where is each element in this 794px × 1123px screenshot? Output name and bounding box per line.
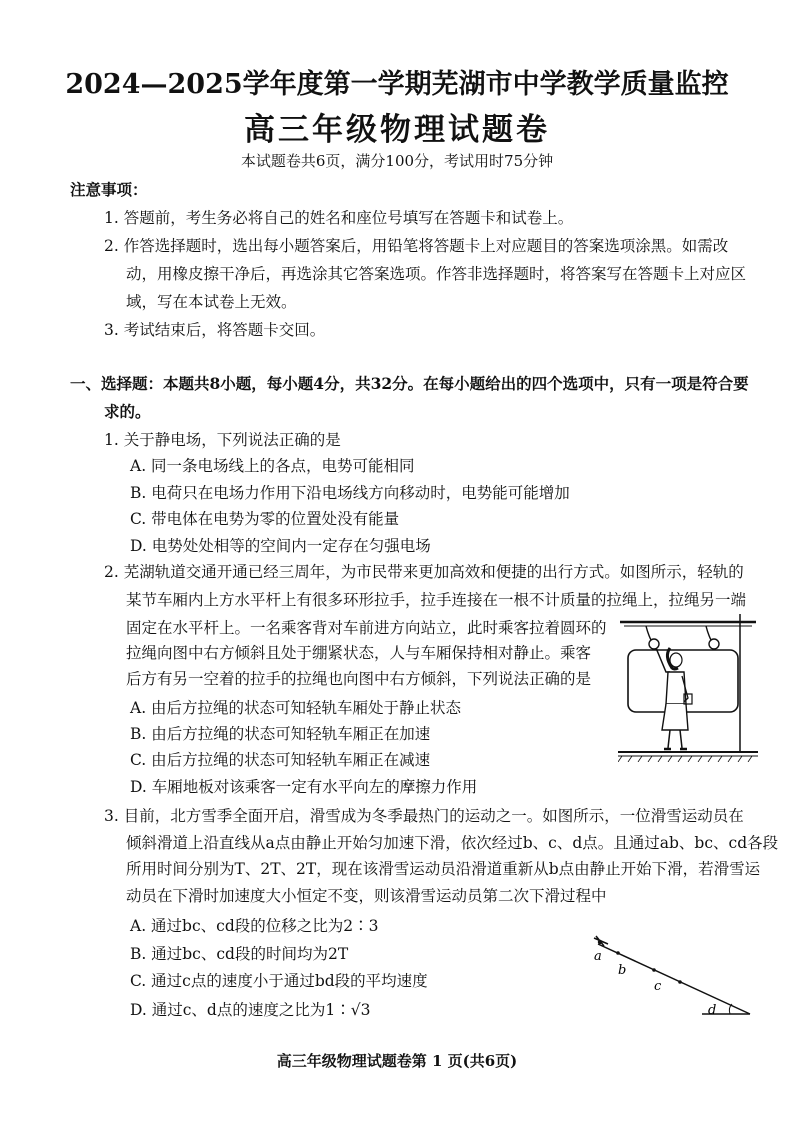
q2-stem-line2: 某节车厢内上方水平杆上有很多环形拉手，拉手连接在一根不计质量的拉绳上，拉绳另一端 [126,591,747,609]
q2-option-a: A. 由后方拉绳的状态可知轻轨车厢处于静止状态 [130,699,462,717]
q1-option-d: D. 电势处处相等的空间内一定存在匀强电场 [130,537,431,555]
q3-option-b: B. 通过bc、cd段的时间均为2T [130,945,349,963]
q2-option-c: C. 由后方拉绳的状态可知轻轨车厢正在减速 [130,751,431,769]
notice-title: 注意事项： [70,180,148,199]
q3-stem-line2: 倾斜滑道上沿直线从a点由静止开始匀加速下滑，依次经过b、c、d点。且通过ab、bc、cd各段 [126,834,779,852]
q3-option-d: D. 通过c、d点的速度之比为1∶√3 [130,1001,371,1019]
train-carriage-figure [618,612,758,762]
notice-item-2: 2. 作答选择题时，选出每小题答案后，用铅笔将答题卡上对应题目的答案选项涂黑。如需改 [104,237,729,255]
exam-info: 本试题卷共6页，满分100分，考试用时75分钟 [240,152,554,170]
ski-slope-figure [584,930,756,1022]
exam-title-line2: 高三年级物理试题卷 [244,112,550,148]
notice-item-2-cont2: 域，写在本试卷上无效。 [126,293,297,311]
q2-stem-line1: 2. 芜湖轨道交通开通已经三周年，为市民带来更加高效和便捷的出行方式。如图所示，轻轨的 [104,563,744,581]
q2-option-b: B. 由后方拉绳的状态可知轻轨车厢正在加速 [130,725,431,743]
q2-stem-line4: 拉绳向图中右方倾斜且处于绷紧状态，人与车厢保持相对静止。乘客 [126,644,592,662]
notice-item-2-cont1: 动，用橡皮擦干净后，再选涂其它答案选项。作答非选择题时，将答案写在答题卡上对应区 [126,265,747,283]
q3-option-c: C. 通过c点的速度小于通过bd段的平均速度 [130,972,428,990]
notice-item-1: 1. 答题前，考生务必将自己的姓名和座位号填写在答题卡和试卷上。 [104,209,574,227]
q3-stem-line1: 3. 目前，北方雪季全面开启，滑雪成为冬季最热门的运动之一。如图所示，一位滑雪运动员在 [104,807,744,825]
q1-stem: 1. 关于静电场，下列说法正确的是 [104,431,341,449]
q2-stem-line3: 固定在水平杆上。一名乘客背对车前进方向站立，此时乘客拉着圆环的 [126,619,607,637]
point-label-b: b [618,963,627,978]
q1-option-b: B. 电荷只在电场力作用下沿电场线方向移动时，电势能可能增加 [130,484,570,502]
q2-stem-line5: 后方有另一空着的拉手的拉绳也向图中右方倾斜，下列说法正确的是 [126,670,592,688]
section1-heading: 一、选择题：本题共8小题，每小题4分，共32分。在每小题给出的四个选项中，只有一项是符合要 [70,374,749,393]
point-label-c: c [654,979,662,994]
q1-option-a: A. 同一条电场线上的各点，电势可能相同 [130,457,415,475]
q3-option-a: A. 通过bc、cd段的位移之比为2∶3 [130,917,379,935]
q1-option-c: C. 带电体在电势为零的位置处没有能量 [130,510,400,528]
q3-stem-line4: 动员在下滑时加速度大小恒定不变，则该滑雪运动员第二次下滑过程中 [126,887,607,905]
point-label-a: a [594,949,602,964]
q2-option-d: D. 车厢地板对该乘客一定有水平向左的摩擦力作用 [130,778,478,796]
point-label-d: d [708,1003,717,1018]
section1-heading-cont: 求的。 [104,402,151,421]
notice-item-3: 3. 考试结束后，将答题卡交回。 [104,321,326,339]
q3-stem-line3: 所用时间分别为T、2T、2T，现在该滑雪运动员沿滑道重新从b点由静止开始下滑，若滑雪运 [126,860,761,878]
page-footer: 高三年级物理试题卷第 1 页(共6页) [276,1052,518,1070]
exam-title-line1: 2024—2025学年度第一学期芜湖市中学教学质量监控 [65,69,729,100]
